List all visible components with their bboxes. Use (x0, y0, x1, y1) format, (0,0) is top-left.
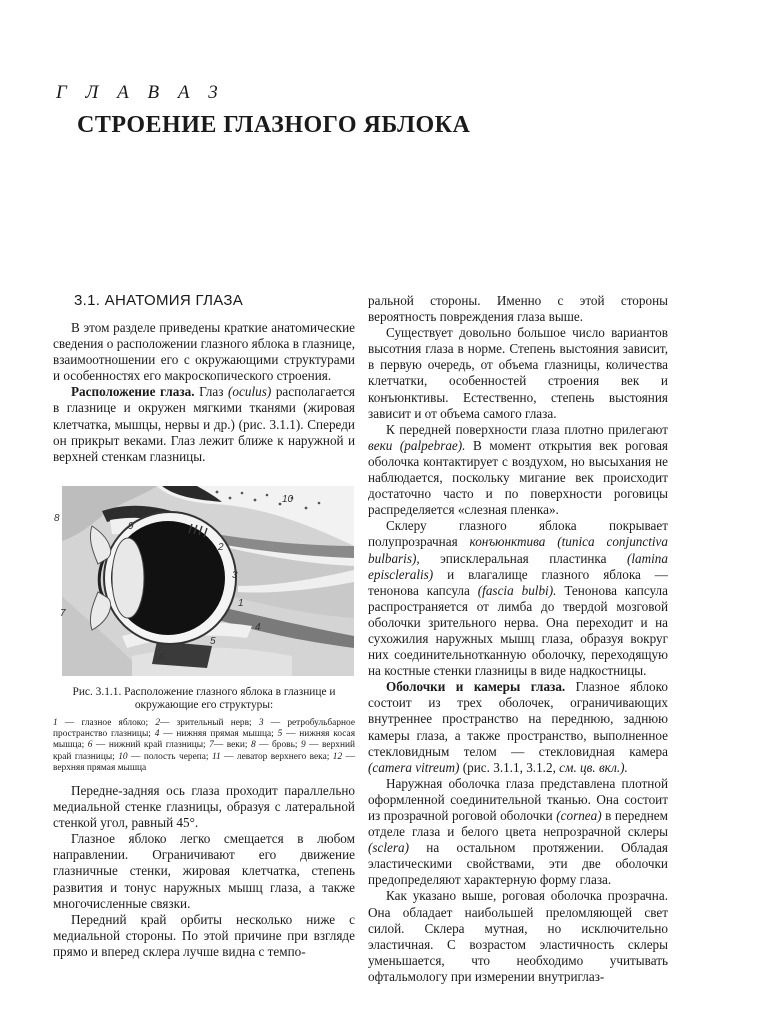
paragraph (368, 518, 668, 679)
paragraph (368, 679, 668, 776)
latin-term: (cornea) (556, 808, 602, 823)
paragraph: Передне-задняя ось глаза проходит параллельно медиальной стенке глазницы, образуя с латеральной стенкой угол, равный 45°. (53, 783, 355, 831)
legend-text: — бровь; (255, 740, 301, 751)
legend-text: — нижняя прямая мышца; (159, 729, 278, 740)
paragraph (368, 776, 668, 889)
left-column-top (53, 320, 355, 465)
run-heading: Расположение глаза. (71, 384, 195, 400)
text-run: Наружная оболочка глаза представлена плотной оформленной соединительной тканью. Она состоит из прозрачной роговой оболочки (368, 775, 668, 823)
text-run: (рис. 3.1.1, 3.1.2, (459, 759, 560, 775)
text-run: на остальном протяжении. Обладая эластическими свойствами, эти две оболочки предопределяют характерную форму глаза. (368, 840, 668, 888)
figure-number-5: 5 (210, 636, 216, 647)
text-run: эписклеральная пластинка (419, 550, 627, 566)
legend-number: 12 (332, 751, 343, 762)
chapter-label (56, 82, 225, 104)
text-run: В момент открытия век роговая оболочка контактирует с воздухом, но высыхания не наблюдается, поскольку мигание век происходит достаточно часто и по поверхности роговицы распределяется «слезная пленка». (368, 437, 668, 518)
left-column-bottom (53, 783, 355, 960)
text-run: располагается в глазнице и окружен мягкими тканями (жировая клетчатка, мышцы, нервы и др.) (рис. 3.1.1). Спереди он прикрыт веками. Глаз лежит ближе к наружной и верхней стенкам глазницы. (53, 384, 355, 464)
paragraph: Существует довольно большое число вариантов высотния глаза в норме. Степень выстояния зависит, в первую очередь, от объема глазницы, количества клетчатки, особенностей строения век и конъюнктивы. Естественно, степень выстояния зависит и от объема самого глаза. (368, 325, 668, 421)
figure-number-8: 8 (54, 513, 60, 524)
paragraph (368, 422, 668, 519)
legend-text: — глазное яблоко; (57, 718, 156, 728)
section-heading: 3.1. АНАТОМИЯ ГЛАЗА (74, 292, 244, 309)
right-column (368, 293, 668, 985)
chapter-number: 3 (208, 82, 225, 103)
figure-number-7: 7 (60, 608, 66, 619)
legend-text: — нижняя косая мышца; (53, 729, 356, 751)
paragraph: Передний край орбиты несколько ниже с медиальной стороны. По этой причине при взгляде прямо и вперед склера лучше видна с темпо- (53, 911, 355, 959)
paragraph (53, 384, 355, 464)
figure-legend (53, 718, 355, 774)
legend-text: — верхний край глазницы; (53, 740, 356, 762)
legend-text: — полость черепа; (127, 751, 212, 762)
eye-orbit-figure (54, 486, 354, 676)
legend-number: 4 (154, 729, 160, 740)
figure-number-1: 1 (238, 598, 244, 609)
figure-reference: см. цв. вкл.). (559, 759, 628, 775)
paragraph: В этом разделе приведены краткие анатомические сведения о расположении глазного яблока в глазнице, взаимоотношении его с окружающими структурами и особенностях его макроскопического строения. (53, 320, 355, 384)
latin-term: (lamina episcleralis) (368, 550, 668, 582)
figure-number-6: 6 (159, 652, 165, 663)
text-run: Глазное яблоко состоит из трех оболочек, ограничивающих внутреннее пространство на переднюю, заднюю камеры глаза, а также пространство, выполненное стекловидным телом — стекловидная камера (368, 679, 668, 759)
figure-caption: Рис. 3.1.1. Расположение глазного яблока в глазнице и окружающие его структуры: (72, 686, 336, 711)
figure-number-9: 9 (128, 521, 134, 532)
legend-number: 3 (258, 718, 264, 728)
legend-number: 7 (209, 740, 214, 751)
latin-term: веки (palpebrae). (368, 437, 466, 453)
paragraph: ральной стороны. Именно с этой стороны вероятность повреждения глаза выше. (368, 293, 668, 325)
text-run: Тенонова капсула распространяется от лимба до твердой мозговой оболочки зрительного нерва. Она переходит и на сухожилия наружных мышц глаза, образуя вокруг них соединительнотканную оболочку, переходящую на костные стенки глазницы в виде надкостницы. (368, 582, 668, 679)
paragraph: Как указано выше, роговая оболочка прозрачна. Она обладает наибольшей преломляющей свет силой. Склера мутная, но исключительно эластичная. С возрастом эластичность склеры уменьшается, что необходимо учитывать офтальмологу при измерении внутриглаз- (368, 888, 668, 984)
legend-text: — зрительный нерв; (160, 718, 259, 728)
legend-text: — веки; (213, 740, 251, 751)
legend-number: 1 (53, 718, 58, 728)
latin-term: (fascia bulbi). (477, 582, 557, 598)
figure-number-10: 10 (282, 494, 294, 505)
legend-number: 6 (87, 740, 93, 751)
legend-text: — верхняя прямая мышца (53, 751, 355, 773)
legend-text: — ретробульбарное пространство глазницы; (53, 718, 355, 740)
legend-number: 8 (250, 740, 256, 751)
latin-term: (sclera) (368, 840, 410, 856)
paragraph: Глазное яблоко легко смещается в любом направлении. Ограничивают его движение глазничные стенки, жировая клетчатка, степень развития и тонус наружных мышц глаза, а также многочисленные связки. (53, 831, 355, 911)
figure-number-3: 3 (232, 570, 238, 581)
legend-number: 11 (211, 751, 221, 762)
text-run: К передней поверхности глаза плотно прилегают (386, 421, 668, 437)
eye-orbit-illustration (54, 486, 354, 676)
latin-term: (camera vitreum) (368, 759, 460, 775)
latin-term: конъюнктива (tunica conjunctiva bulbaris), (368, 534, 669, 566)
text-run: и влагалище глазного яблока — тенонова капсула (368, 566, 668, 598)
legend-text: — нижний край глазницы; (92, 740, 210, 751)
run-heading: Оболочки и камеры глаза. (386, 679, 566, 695)
legend-number: 2 (155, 718, 161, 728)
chapter-title: СТРОЕНИЕ ГЛАЗНОГО ЯБЛОКА (77, 112, 471, 138)
text-run: Глаз (194, 384, 229, 400)
legend-number: 5 (277, 729, 283, 740)
legend-text: — леватор верхнего века; (220, 751, 333, 762)
legend-number: 9 (300, 740, 306, 751)
text-run: Склеру глазного яблока покрывает полупрозрачная (368, 518, 668, 550)
text-run: в переднем отделе глаза и белого цвета непрозрачной склеры (368, 808, 668, 840)
figure-number-4: 4 (255, 622, 261, 633)
chapter-label-word: Г Л А В А (56, 82, 197, 103)
latin-term: (oculus) (228, 384, 272, 400)
figure-number-2: 2 (218, 542, 224, 553)
legend-number: 10 (118, 751, 128, 762)
